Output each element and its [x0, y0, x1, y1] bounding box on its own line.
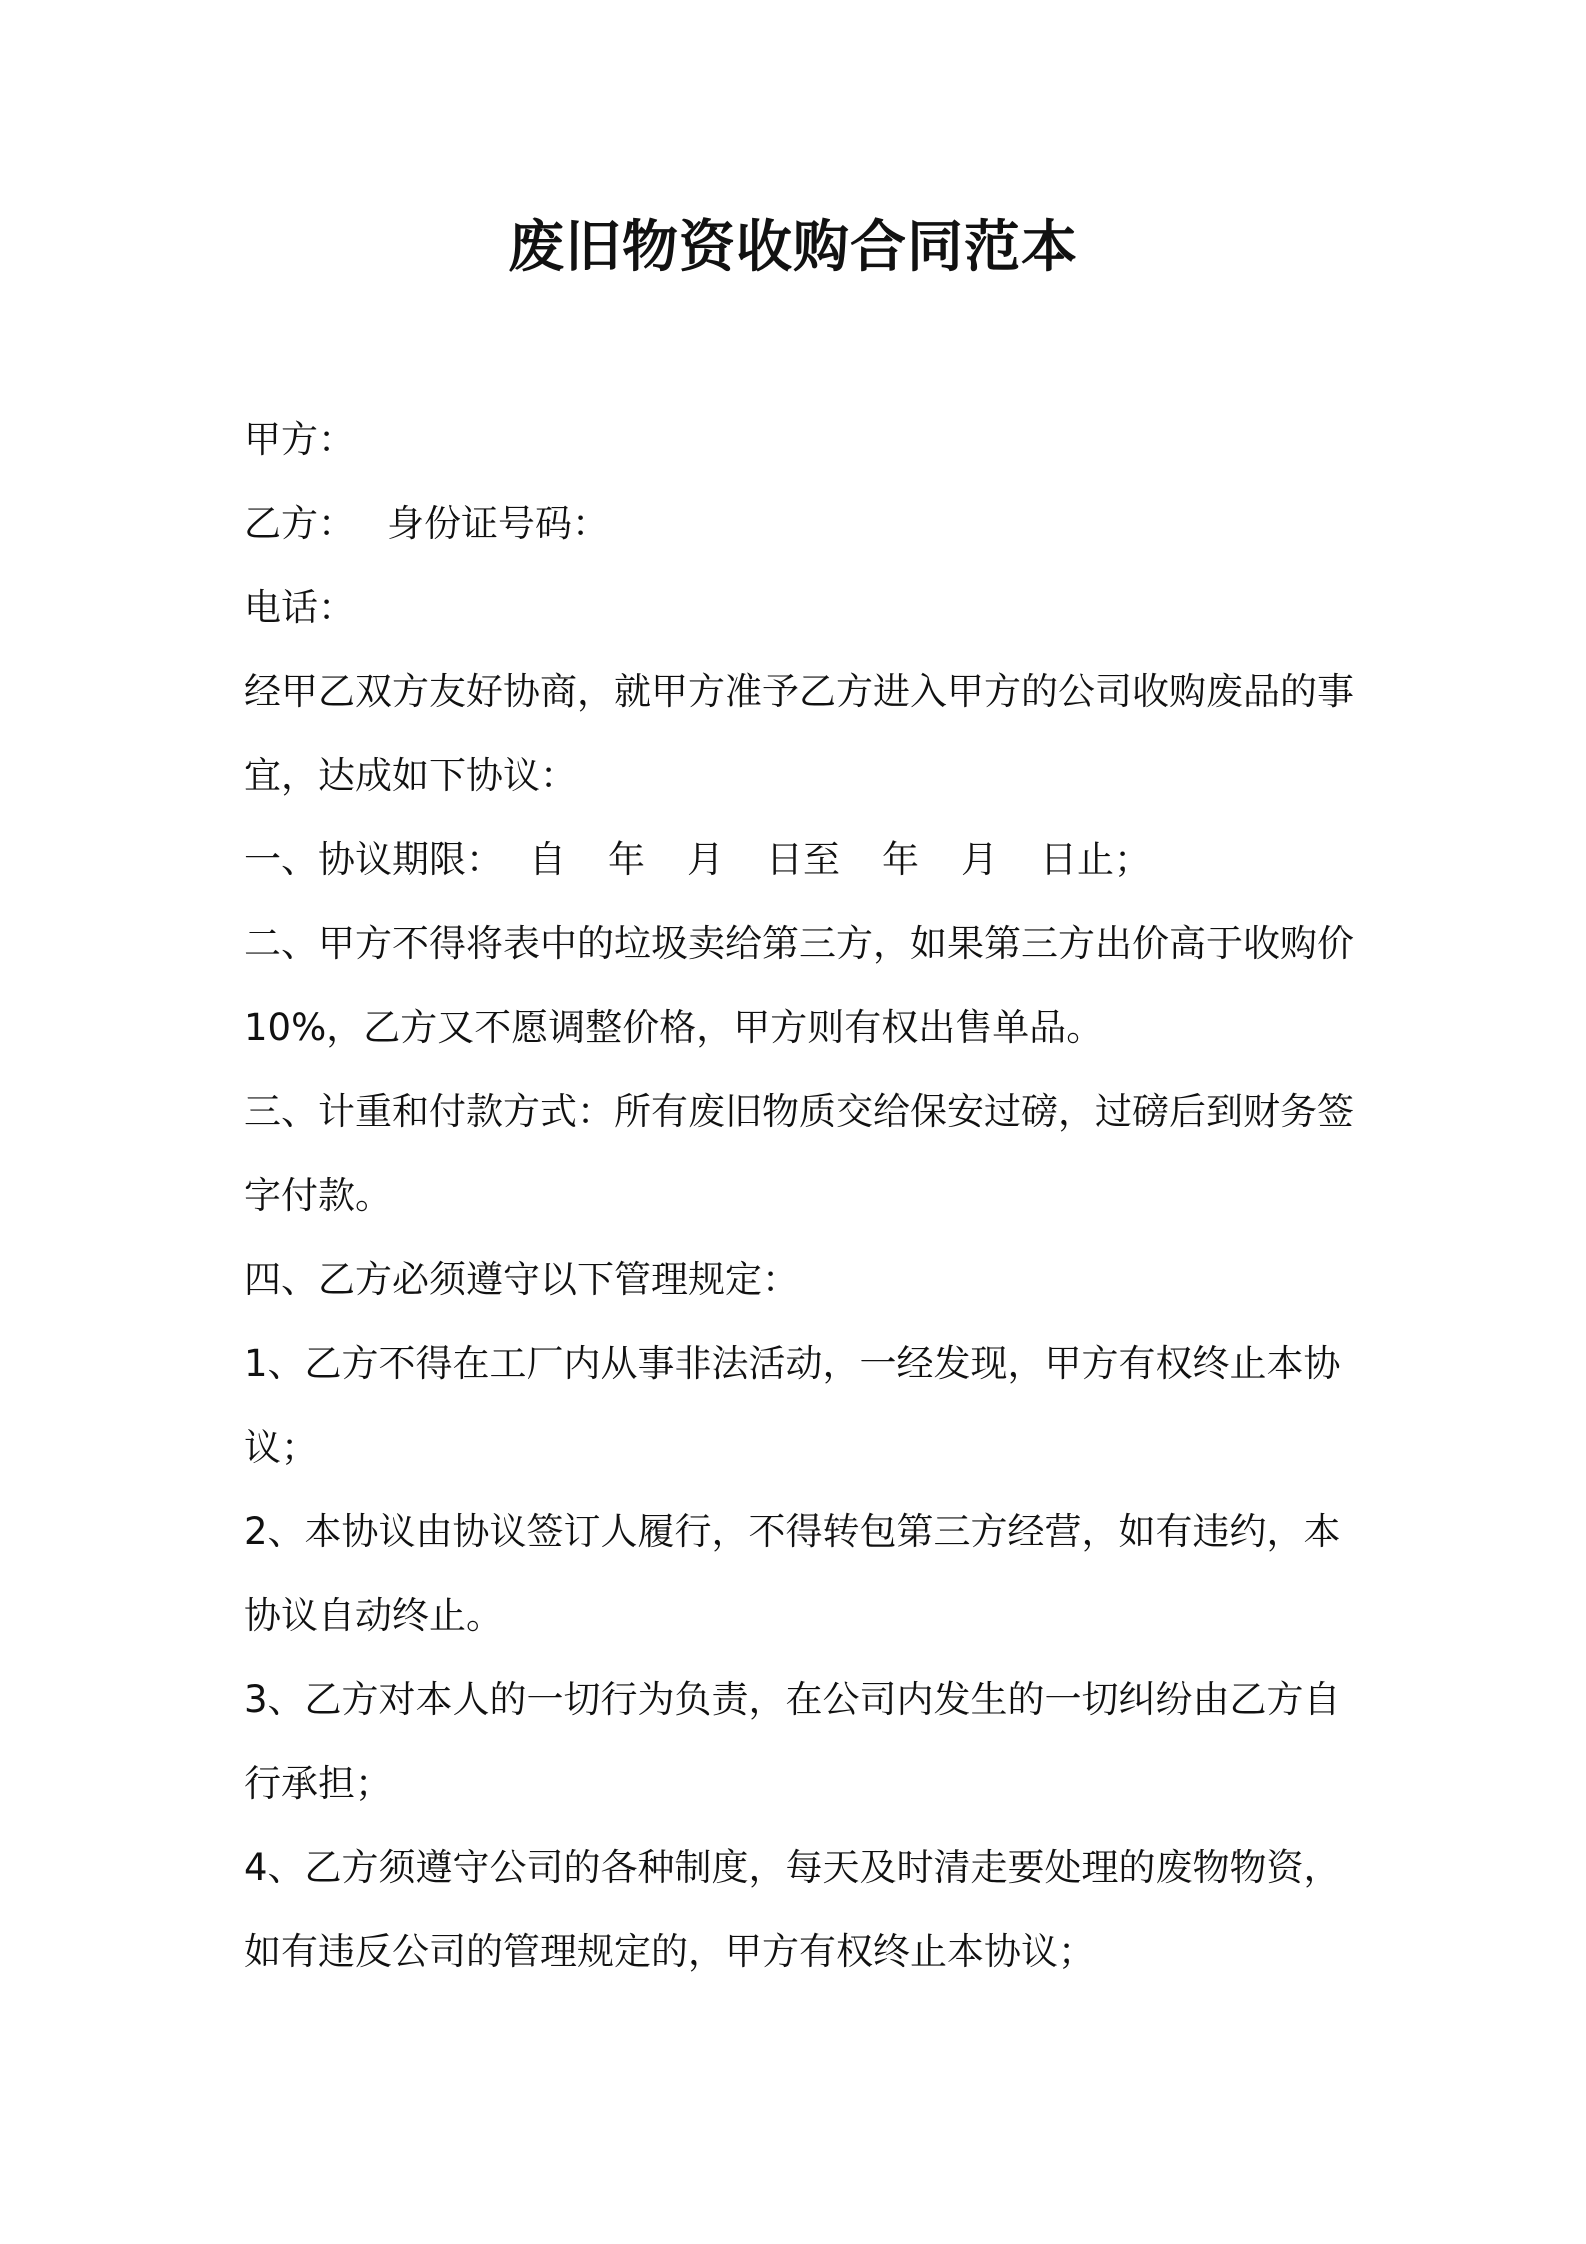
phone-label: 电话： — [244, 586, 355, 629]
intro-line-2: 宜，达成如下协议： — [244, 754, 577, 797]
document-title: 废旧物资收购合同范本 — [508, 215, 1078, 280]
clause-3-line-1: 三、计重和付款方式：所有废旧物质交给保安过磅，过磅后到财务签 — [244, 1090, 1354, 1133]
clause-1-term — [244, 832, 1364, 888]
party-a-label: 甲方： — [244, 418, 355, 461]
clause-4-heading: 四、乙方必须遵守以下管理规定： — [244, 1258, 799, 1301]
intro-line-1: 经甲乙双方友好协商，就甲方准予乙方进入甲方的公司收购废品的事 — [244, 670, 1354, 713]
term-day-end: 日止； — [1040, 838, 1151, 881]
term-month-1: 月 — [687, 838, 724, 881]
rule-1-line-1: 1、乙方不得在工厂内从事非法活动，一经发现，甲方有权终止本协 — [244, 1342, 1341, 1385]
term-month-2: 月 — [961, 838, 998, 881]
clause-2-line-1: 二、甲方不得将表中的垃圾卖给第三方，如果第三方出价高于收购价 — [244, 922, 1354, 965]
party-b-line — [244, 496, 1364, 552]
party-a-line — [244, 412, 1364, 468]
term-from: 自 — [529, 838, 566, 881]
id-number-label: 身份证号码： — [387, 502, 609, 545]
phone-line — [244, 580, 1364, 636]
rule-4-line-1: 4、乙方须遵守公司的各种制度，每天及时清走要处理的废物物资， — [244, 1846, 1341, 1889]
term-day-to: 日至 — [766, 838, 840, 881]
rule-2-line-1: 2、本协议由协议签订人履行，不得转包第三方经营，如有违约，本 — [244, 1510, 1341, 1553]
rule-1-line-2: 议； — [244, 1426, 318, 1469]
clause-3-line-2: 字付款。 — [244, 1174, 392, 1217]
term-label: 一、协议期限： — [244, 838, 503, 881]
rule-3-line-2: 行承担； — [244, 1762, 392, 1805]
clause-2-line-2: 10%，乙方又不愿调整价格，甲方则有权出售单品。 — [244, 1006, 1104, 1049]
rule-3-line-1: 3、乙方对本人的一切行为负责，在公司内发生的一切纠纷由乙方自 — [244, 1678, 1341, 1721]
term-year-2: 年 — [882, 838, 919, 881]
party-b-label: 乙方： — [244, 502, 355, 545]
rule-2-line-2: 协议自动终止。 — [244, 1594, 503, 1637]
rule-4-line-2: 如有违反公司的管理规定的，甲方有权终止本协议； — [244, 1930, 1095, 1973]
term-year-1: 年 — [608, 838, 645, 881]
